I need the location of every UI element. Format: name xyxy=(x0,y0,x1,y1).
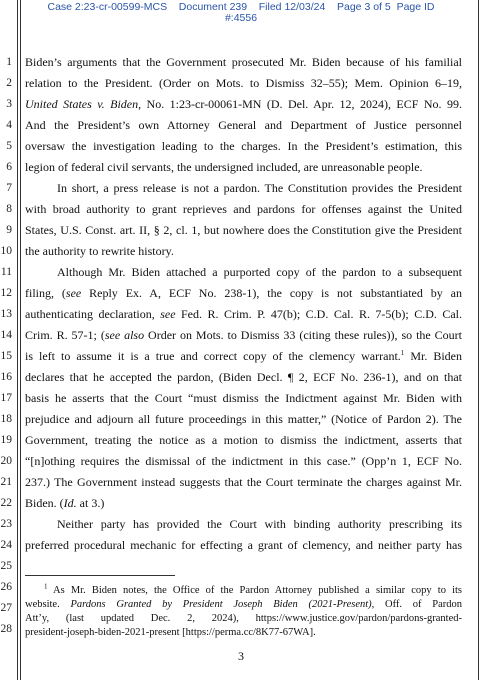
left-margin-rule-inner xyxy=(20,0,21,680)
body-line: Biden. (Id. at 3.) xyxy=(25,496,105,510)
body-line: prejudice and adjourn all future proceedings in this matter,” (Notice of Pardon 2). The xyxy=(25,412,462,426)
line-number: 8 xyxy=(6,203,12,215)
line-number: 23 xyxy=(0,518,12,530)
line-number: 26 xyxy=(0,581,12,593)
line-number: 14 xyxy=(0,329,12,341)
body-line: basis he asserts that the Court “must dismiss the Indictment against Mr. Biden with xyxy=(25,391,462,405)
footnote-divider xyxy=(25,575,175,576)
body-line: Although Mr. Biden attached a purported copy of the pardon to a subsequent xyxy=(57,265,462,279)
body-line: “[n]othing requires the dismissal of the indictment in this case.” (Opp’n 1, ECF No. xyxy=(25,454,462,468)
body-line: legion of federal civil servants, the undersigned included, are unreasonable people. xyxy=(25,160,423,174)
line-number: 20 xyxy=(0,455,12,467)
body-line: States, U.S. Const. art. II, § 2, cl. 1, but nowhere does the Constitution give the President xyxy=(25,223,462,237)
footnote-line: website. Pardons Granted by President Joseph Biden (2021-Present), Off. of Pardon xyxy=(25,599,462,610)
body-line: authenticating declaration, see Fed. R. Crim. P. 47(b); C.D. Cal. R. 7-5(b); C.D. Cal. xyxy=(25,307,462,321)
page-number: 3 xyxy=(238,649,244,663)
line-number: 19 xyxy=(0,434,12,446)
line-number: 11 xyxy=(0,266,12,278)
line-number: 28 xyxy=(0,623,12,635)
line-number: 22 xyxy=(0,497,12,509)
line-number: 18 xyxy=(0,413,12,425)
left-margin-rule xyxy=(17,0,18,680)
line-number: 6 xyxy=(6,161,12,173)
footnote-marker: 1 xyxy=(44,582,48,591)
line-number: 12 xyxy=(0,287,12,299)
line-number: 17 xyxy=(0,392,12,404)
body-line: oversaw the investigation leading to the charges. In the President’s estimation, this xyxy=(25,139,462,153)
body-line: Neither party has provided the Court with binding authority prescribing its xyxy=(57,517,462,531)
right-margin-rule xyxy=(478,0,479,680)
body-line: United States v. Biden, No. 1:23-cr-00061-MN (D. Del. Apr. 12, 2024), ECF No. 99. xyxy=(25,97,463,111)
body-line: Crim. R. 57-1; (see also Order on Mots. to Dismiss 33 (citing these rules)), so the Court xyxy=(25,328,462,342)
line-number: 15 xyxy=(0,350,12,362)
body-line: relation to the President. (Order on Mots. to Dismiss 32–55); Mem. Opinion 6–19, xyxy=(25,76,462,90)
case-citation: United States v. Biden xyxy=(25,97,139,111)
footnote-line: $^1$ As Mr. Biden notes, the Office of the Pardon Attorney published a similar copy to its xyxy=(44,582,462,596)
line-number: 24 xyxy=(0,539,12,551)
line-number: 7 xyxy=(6,182,12,194)
line-number: 1 xyxy=(6,56,12,68)
body-line: with broad authority to grant reprieves and pardons for offenses against the United xyxy=(25,202,462,216)
body-line: filing, (see Reply Ex. A, ECF No. 238-1), the copy is not substantiated by an xyxy=(25,286,462,300)
footnote-reference: 1 xyxy=(400,349,405,357)
line-number: 16 xyxy=(0,371,12,383)
body-line: preferred procedural mechanic for effecting a grant of clemency, and neither party has xyxy=(25,538,462,552)
line-number: 2 xyxy=(6,77,12,89)
line-number: 9 xyxy=(6,224,12,236)
line-number: 3 xyxy=(6,98,12,110)
line-number: 21 xyxy=(0,476,12,488)
line-number: 10 xyxy=(0,245,12,257)
footnote-line: president-joseph-biden-2021-present [https://perma.cc/8K77-67WA]. xyxy=(25,627,316,638)
body-line: Biden’s arguments that the Government prosecuted Mr. Biden because of his familial xyxy=(25,55,462,69)
body-line: And the President’s own Attorney General and Department of Justice personnel xyxy=(25,118,462,132)
document-number: Document 239 xyxy=(178,1,248,13)
body-line: Government, treating the notice as a motion to dismiss the indictment, asserts that xyxy=(25,433,462,447)
page-id-number: #:4556 xyxy=(224,12,258,24)
footnote-line: Att’y, (last updated Dec. 2, 2024), https://www.justice.gov/pardon/pardons-granted- xyxy=(25,613,462,624)
filed-date: Filed 12/03/24 xyxy=(258,1,326,13)
filing-header xyxy=(0,1,482,24)
line-number: 13 xyxy=(0,308,12,320)
line-number: 25 xyxy=(0,560,12,572)
body-line: is left to assume it is a true and correct copy of the clemency warrant.$^1$ Mr. Biden xyxy=(25,349,462,363)
page-count: Page 3 of 5 xyxy=(337,1,391,13)
case-number: Case 2:23-cr-00599-MCS xyxy=(47,1,168,13)
body-line: In short, a press release is not a pardon. The Constitution provides the President xyxy=(57,181,462,195)
line-number: 27 xyxy=(0,602,12,614)
line-number: 5 xyxy=(6,140,12,152)
page-id-label: Page ID xyxy=(396,1,435,13)
body-line: 237.) The Government instead suggests that the Court terminate the charges against Mr. xyxy=(25,475,462,489)
body-line: declares that he accepted the pardon, (Biden Decl. ¶ 2, ECF No. 236-1), and on that xyxy=(25,370,462,384)
line-number: 4 xyxy=(6,119,12,131)
body-line: the authority to rewrite history. xyxy=(25,244,174,258)
